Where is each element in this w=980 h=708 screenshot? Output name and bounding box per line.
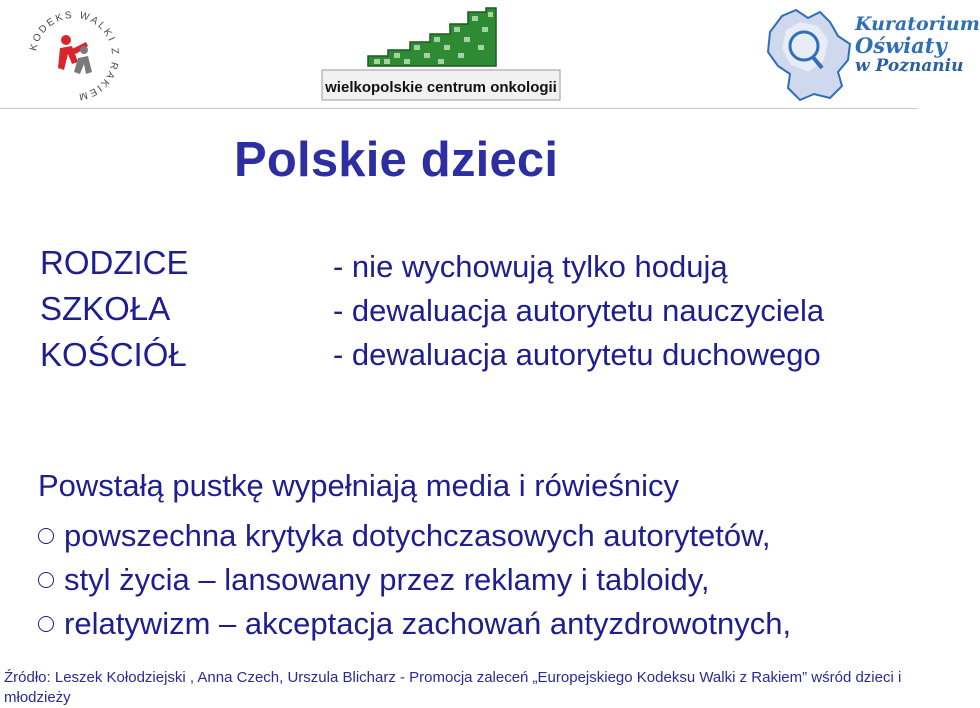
institution-labels	[40, 240, 189, 378]
label-szkola: SZKOŁA	[40, 290, 171, 327]
kuratorium-line-1: Kuratorium	[855, 13, 980, 35]
bullet-item	[38, 514, 791, 558]
header-divider	[0, 108, 918, 109]
source-citation: Źródło: Leszek Kołodziejski , Anna Czech, Urszula Blicharz - Promocja zaleceń „Europejskiego Kodeksu Walki z Rakiem” wśród dzieci i młodzieży	[4, 669, 902, 706]
wco-logo-icon	[318, 4, 566, 106]
bullet-text: powszechna krytyka dotychczasowych autorytetów,	[64, 518, 771, 553]
point-szkola: - dewaluacja autorytetu nauczyciela	[333, 293, 825, 328]
sub-heading: Powstałą pustkę wypełniają media i rówieśnicy	[38, 468, 679, 503]
logo-ring-text: KODEKS WALKI Z RAKIEM	[28, 9, 121, 103]
kuratorium-line-2: Oświaty	[855, 33, 947, 58]
point-rodzice: - nie wychowują tylko hodują	[333, 249, 728, 284]
point-kosciol: - dewaluacja autorytetu duchowego	[333, 337, 821, 372]
bullet-icon	[38, 572, 54, 588]
label-kosciol: KOŚCIÓŁ	[40, 336, 187, 373]
kuratorium-logo-text	[855, 13, 980, 77]
institution-points	[333, 245, 824, 377]
kuratorium-line-3: w Poznaniu	[855, 56, 964, 76]
kodeks-walki-logo-icon	[22, 4, 126, 108]
slide-title: Polskie dzieci	[234, 133, 559, 187]
label-rodzice: RODZICE	[40, 244, 189, 281]
bullet-item	[38, 602, 791, 646]
bullet-item	[38, 558, 791, 602]
wco-logo-text: wielkopolskie centrum onkologii	[325, 79, 557, 96]
bullet-text: relatywizm – akceptacja zachowań antyzdrowotnych,	[64, 606, 792, 641]
bullet-icon	[38, 528, 54, 544]
bullet-text: styl życia – lansowany przez reklamy i tabloidy,	[64, 562, 710, 597]
bullet-list	[38, 514, 791, 646]
bullet-icon	[38, 616, 54, 632]
